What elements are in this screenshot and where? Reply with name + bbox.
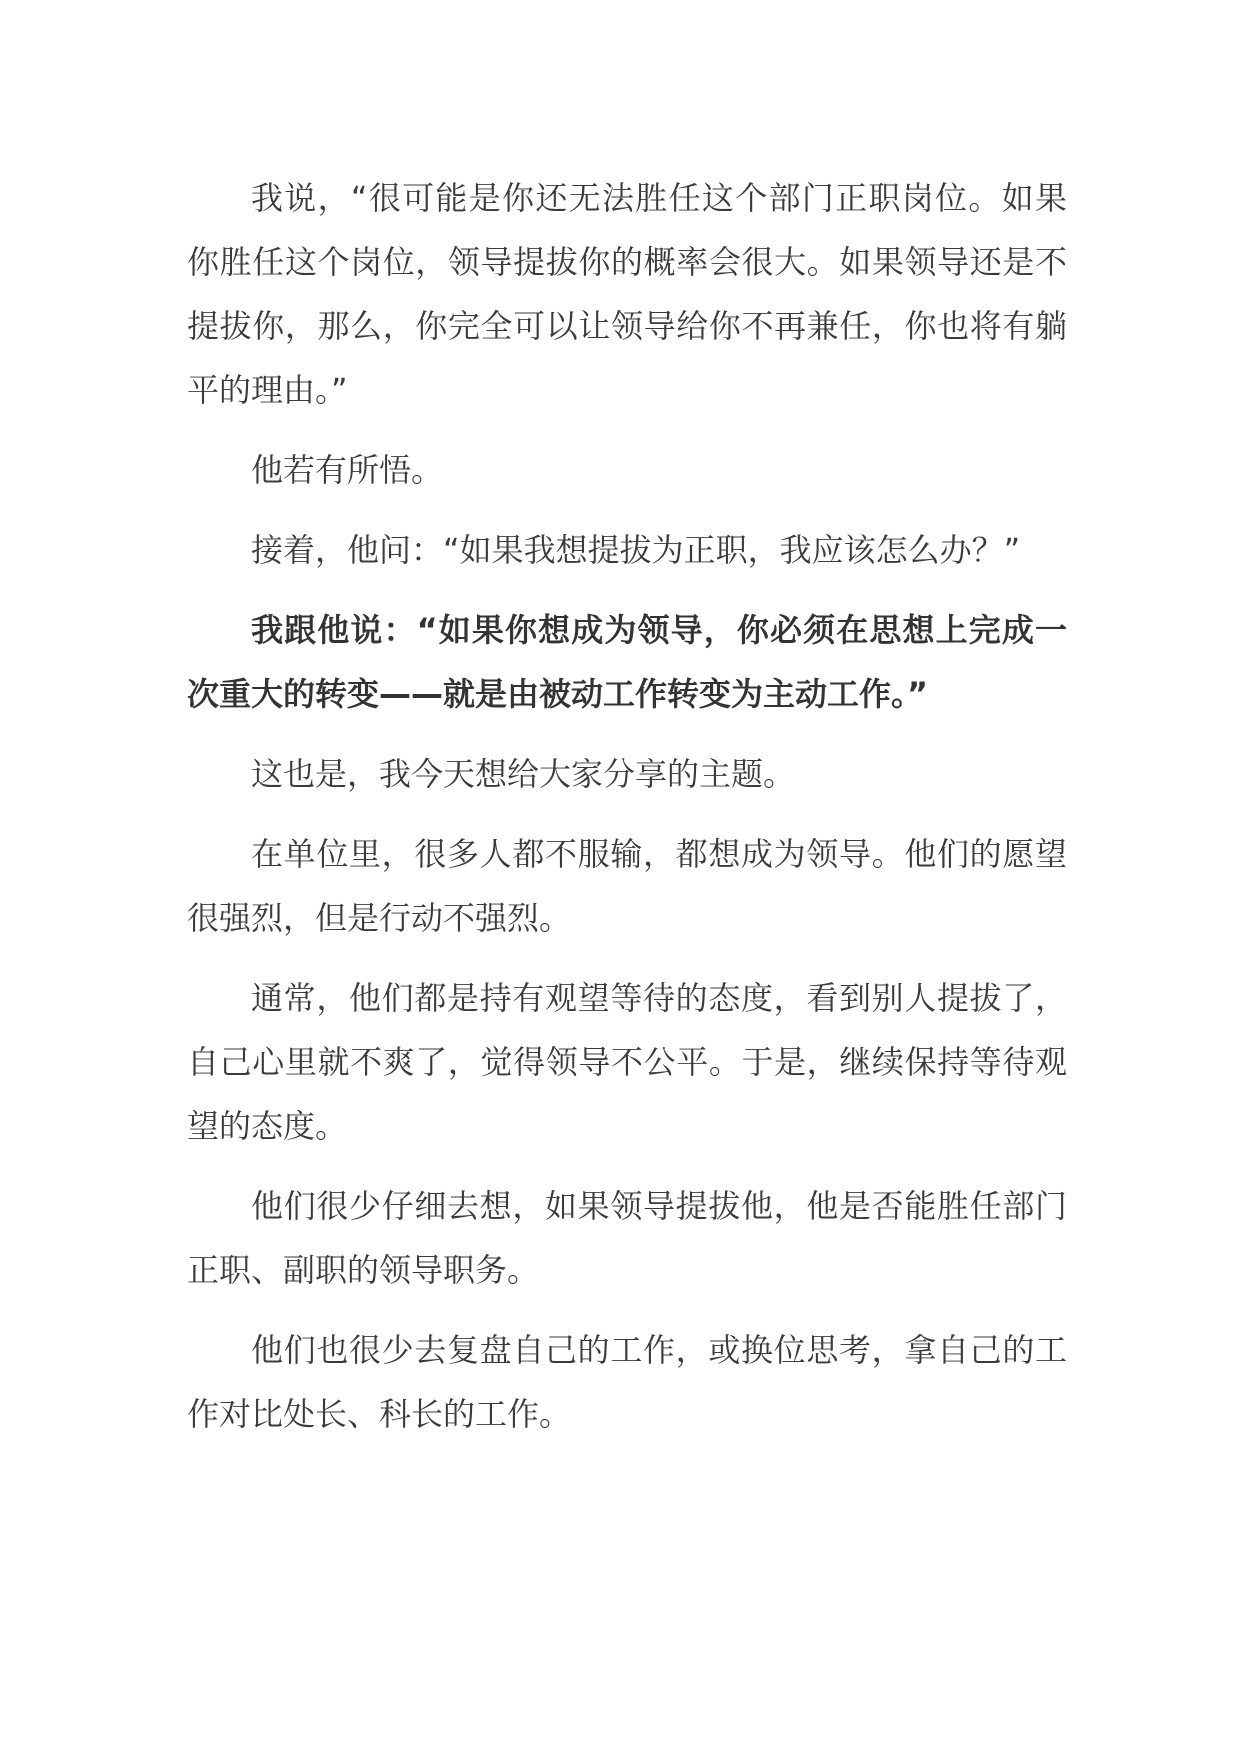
paragraph-6: 在单位里，很多人都不服输，都想成为领导。他们的愿望很强烈，但是行动不强烈。 <box>187 835 1067 937</box>
paragraph-7: 通常，他们都是持有观望等待的态度，看到别人提拔了，自己心里就不爽了，觉得领导不公平。于是，继续保持等待观望的态度。 <box>187 979 1067 1145</box>
paragraph-8: 他们很少仔细去想，如果领导提拔他，他是否能胜任部门正职、副职的领导职务。 <box>187 1187 1067 1289</box>
article-body <box>187 166 1067 1462</box>
paragraph-5: 这也是，我今天想给大家分享的主题。 <box>251 755 796 793</box>
paragraph-3: 接着，他问：“如果我想提拔为正职，我应该怎么办？” <box>251 531 1021 569</box>
paragraph-9: 他们也很少去复盘自己的工作，或换位思考，拿自己的工作对比处长、科长的工作。 <box>187 1331 1067 1433</box>
paragraph-4-bold: 我跟他说：“如果你想成为领导，你必须在思想上完成一次重大的转变——就是由被动工作转变为主动工作。” <box>187 611 1067 713</box>
paragraph-1: 我说，“很可能是你还无法胜任这个部门正职岗位。如果你胜任这个岗位，领导提拔你的概率会很大。如果领导还是不提拔你，那么，你完全可以让领导给你不再兼任，你也将有躺平的理由。” <box>187 179 1067 409</box>
paragraph-2: 他若有所悟。 <box>251 451 444 489</box>
